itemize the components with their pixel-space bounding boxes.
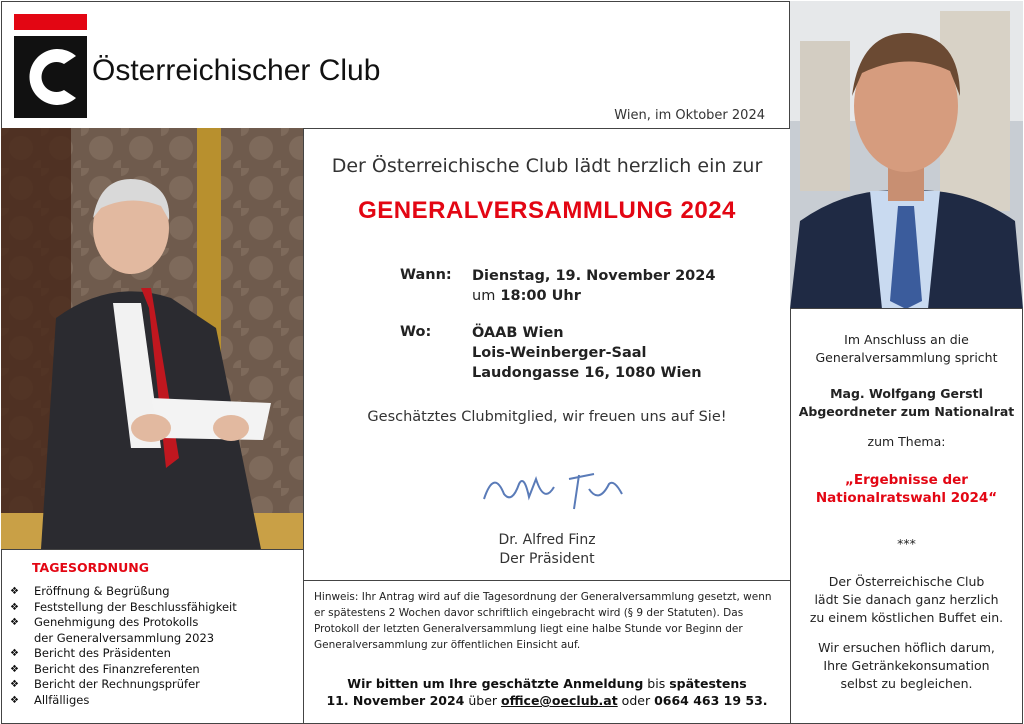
club-title: Österreichischer Club — [92, 54, 381, 87]
date-line: Wien, im Oktober 2024 — [614, 108, 765, 123]
agenda-item: ❖ Eröffnung & Begrüßung — [10, 584, 170, 598]
agenda-title: TAGESORDNUNG — [32, 560, 149, 575]
when-label: Wann: — [400, 267, 452, 283]
speaker-role: Abgeordneter zum Nationalrat — [798, 404, 1015, 419]
drinks-note: Wir ersuchen höflich darum, Ihre Getränkekonsumation selbst zu begleichen. — [818, 640, 995, 691]
invitation-intro: Der Österreichische Club lädt herzlich ein zur — [331, 155, 763, 177]
speaker-name: Mag. Wolfgang Gerstl — [830, 386, 983, 401]
signer-block — [304, 531, 790, 569]
club-logo — [14, 36, 87, 118]
email-link[interactable]: office@oeclub.at — [501, 693, 618, 708]
where-value — [472, 323, 702, 383]
logo-c-icon — [14, 36, 87, 118]
event-headline: GENERALVERSAMMLUNG 2024 — [358, 197, 736, 224]
speaker-identity — [791, 385, 1022, 421]
event-time: um 18:00 Uhr — [472, 288, 581, 304]
event-date: Dienstag, 19. November 2024 — [472, 268, 716, 284]
venue-name: ÖAAB Wien — [472, 325, 564, 341]
agenda-item: ❖ Allfälliges — [10, 692, 90, 707]
agenda-item: ❖ Bericht der Rechnungsprüfer — [10, 677, 200, 691]
venue-hall: Lois-Weinberger-Saal — [472, 345, 647, 361]
hint-text: Hinweis: Ihr Antrag wird auf die Tagesordnung der Generalversammlung gesetzt, wenn er spätestens 2 Wochen davor schriftlich eingebracht wird (§ 9 der Statuten). Das Protokoll der letzten Generalversammlung liegt eine halbe Stunde vor Beginn der Generalversammlung zur öffentlichen Einsicht auf. — [314, 591, 772, 651]
separator: *** — [897, 536, 916, 551]
signer-name: Dr. Alfred Finz — [498, 532, 596, 548]
president-photo — [1, 128, 303, 549]
speaker-photo — [790, 1, 1023, 309]
signer-role: Der Präsident — [499, 551, 595, 567]
logo-red-bar — [14, 14, 87, 30]
phone-number: 0664 463 19 53. — [654, 693, 768, 708]
talk-topic: „Ergebnisse der Nationalratswahl 2024“ — [815, 472, 998, 506]
hint-panel — [303, 580, 791, 724]
speaker-intro: Im Anschluss an die Generalversammlung spricht — [815, 332, 998, 365]
registration-line2: 11. November 2024 über office@oeclub.at oder 0664 463 19 53. — [326, 693, 768, 708]
topic-label: zum Thema: — [867, 434, 946, 449]
agenda-panel — [1, 549, 304, 724]
agenda-item: ❖ Feststellung der Beschlussfähigkeit — [10, 599, 237, 614]
when-value — [472, 266, 715, 306]
agenda-item: ❖ Genehmigung des Protokolls — [10, 615, 199, 629]
agenda-item-cont: der Generalversammlung 2023 — [34, 630, 215, 645]
agenda-list — [10, 584, 237, 708]
registration-line1: Wir bitten um Ihre geschätzte Anmeldung bis spätestens — [347, 676, 747, 691]
agenda-item: ❖ Bericht des Präsidenten — [10, 646, 171, 660]
registration-block — [304, 675, 790, 709]
header-panel — [1, 1, 790, 129]
greeting: Geschätztes Clubmitglied, wir freuen uns auf Sie! — [367, 409, 727, 425]
agenda-item: ❖ Bericht des Finanzreferenten — [10, 661, 200, 676]
where-label: Wo: — [400, 324, 432, 340]
venue-address: Laudongasse 16, 1080 Wien — [472, 365, 702, 381]
buffet-note: Der Österreichische Club lädt Sie danach ganz herzlich zu einem köstlichen Buffet ein. — [809, 574, 1004, 625]
speaker-panel — [790, 308, 1023, 724]
signature — [474, 449, 634, 519]
